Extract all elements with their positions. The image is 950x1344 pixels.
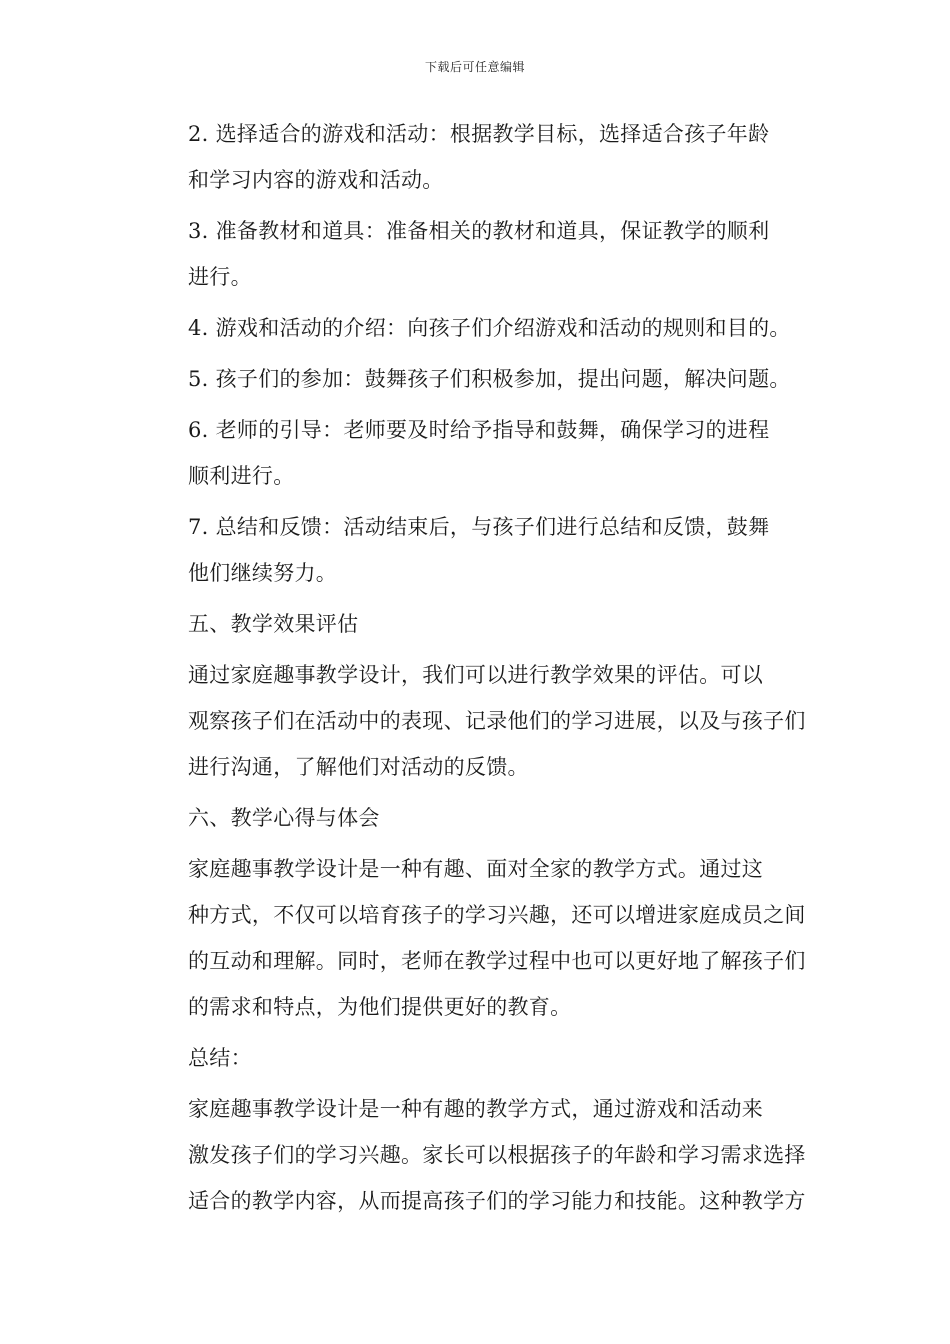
text-line: 进行沟通，了解他们对活动的反馈。 (188, 755, 529, 779)
paragraph-step-2 (146, 111, 806, 203)
text-line: 观察孩子们在活动中的表现、记录他们的学习进展，以及与孩子们 (188, 709, 806, 733)
paragraph-reflection (146, 846, 806, 1030)
paragraph-step-4 (146, 305, 806, 351)
text-line: 通过家庭趣事教学设计，我们可以进行教学效果的评估。可以 (188, 663, 764, 687)
text-line: 3. 准备教材和道具：准备相关的教材和道具，保证教学的顺利 (188, 219, 770, 243)
text-line: 和学习内容的游戏和活动。 (188, 168, 444, 192)
paragraph-summary (146, 1086, 806, 1224)
text-line: 种方式，不仅可以培育孩子的学习兴趣，还可以增进家庭成员之间 (188, 903, 806, 927)
text-line: 顺利进行。 (188, 464, 295, 488)
text-line: 激发孩子们的学习兴趣。家长可以根据孩子的年龄和学习需求选择 (188, 1143, 806, 1167)
text-line: 6. 老师的引导：老师要及时给予指导和鼓舞，确保学习的进程 (188, 418, 770, 442)
text-line: 5. 孩子们的参加：鼓舞孩子们积极参加，提出问题，解决问题。 (188, 367, 791, 391)
text-line: 2. 选择适合的游戏和活动：根据教学目标，选择适合孩子年龄 (188, 122, 770, 146)
heading-text: 五、教学效果评估 (188, 612, 359, 636)
heading-text: 总结： (188, 1046, 252, 1070)
text-line: 进行。 (188, 265, 252, 289)
section-heading-reflection (146, 795, 806, 841)
paragraph-step-6 (146, 407, 806, 499)
page-header: 下载后可任意编辑 (424, 60, 525, 74)
text-line: 适合的教学内容，从而提高孩子们的学习能力和技能。这种教学方 (188, 1189, 806, 1213)
text-line: 家庭趣事教学设计是一种有趣的教学方式，通过游戏和活动来 (188, 1097, 764, 1121)
paragraph-step-3 (146, 208, 806, 300)
paragraph-evaluation (146, 652, 806, 790)
section-heading-summary (146, 1035, 806, 1081)
text-line: 他们继续努力。 (188, 561, 338, 585)
text-line: 的互动和理解。同时，老师在教学过程中也可以更好地了解孩子们 (188, 949, 806, 973)
paragraph-step-7 (146, 504, 806, 596)
text-line: 4. 游戏和活动的介绍：向孩子们介绍游戏和活动的规则和目的。 (188, 316, 791, 340)
section-heading-evaluation (146, 601, 806, 647)
text-line: 家庭趣事教学设计是一种有趣、面对全家的教学方式。通过这 (188, 857, 764, 881)
document-body (146, 111, 806, 1229)
heading-text: 六、教学心得与体会 (188, 806, 380, 830)
text-line: 的需求和特点，为他们提供更好的教育。 (188, 995, 572, 1019)
paragraph-step-5 (146, 356, 806, 402)
text-line: 7. 总结和反馈：活动结束后，与孩子们进行总结和反馈，鼓舞 (188, 515, 770, 539)
